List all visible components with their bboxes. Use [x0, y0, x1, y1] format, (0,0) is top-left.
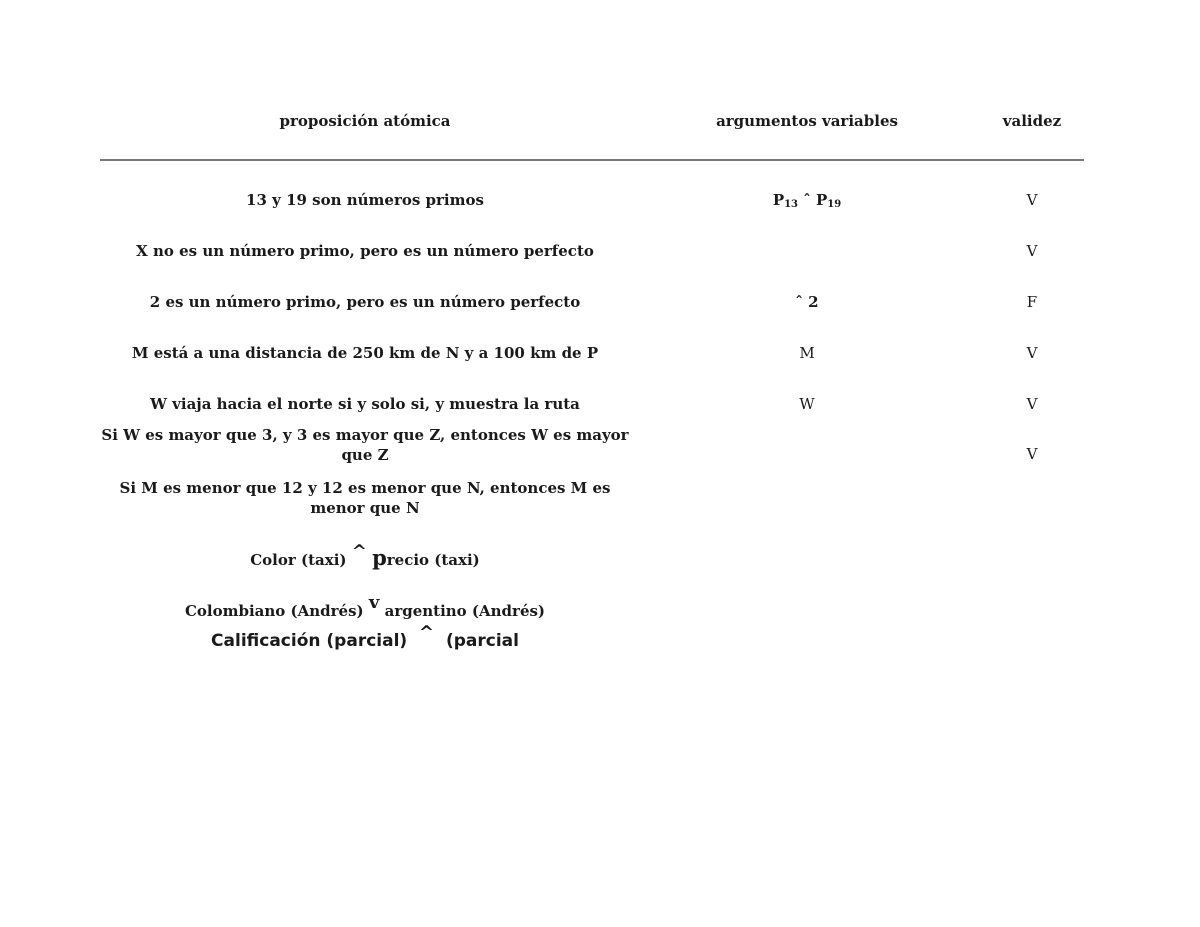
table-row-argument — [700, 191, 914, 210]
arg-operator: ˆ — [795, 293, 803, 311]
table-row-proposition: X no es un número primo, pero es un número perfecto — [136, 242, 594, 260]
header-divider — [100, 159, 1084, 161]
table-row-proposition: 2 es un número primo, pero es un número perfecto — [149, 293, 581, 311]
header-proposition: proposición atómica — [279, 112, 451, 130]
formula-left: Colombiano (Andrés) — [184, 602, 364, 620]
formula-left: Calificación (parcial) — [211, 631, 408, 651]
table-row-validity: V — [1026, 395, 1038, 413]
formula-right: recio (taxi) — [386, 551, 480, 569]
table-row-validity: V — [1026, 445, 1038, 463]
header-validity: validez — [1002, 112, 1062, 130]
arg-left-sub: 13 — [784, 199, 799, 210]
table-row-validity: V — [1026, 191, 1038, 209]
formula-line-colombian-argentine — [100, 592, 630, 620]
arg-right-sub: 19 — [827, 199, 842, 210]
formula-right: argentino (Andrés) — [384, 602, 546, 620]
arg-operator: ˆ — [803, 191, 811, 209]
table-row-proposition: Si M es menor que 12 y 12 es menor que N, entonces M es menor que N — [119, 479, 611, 517]
table-row-argument: W — [799, 395, 815, 413]
formula-line-color-price — [100, 541, 630, 570]
formula-big-letter: p — [372, 545, 387, 570]
formula-right: (parcial — [445, 631, 519, 651]
arg-value: 2 — [808, 293, 819, 311]
table-row-proposition: Si W es mayor que 3, y 3 es mayor que Z, entonces W es mayor que Z — [101, 426, 629, 464]
table-row-validity: V — [1026, 344, 1038, 362]
formula-line-grade — [100, 622, 630, 651]
table-row-proposition: M está a una distancia de 250 km de N y a 100 km de P — [131, 344, 599, 362]
conjunction-operator: ^ — [351, 541, 367, 562]
header-arguments: argumentos variables — [716, 112, 898, 130]
table-row-argument — [700, 293, 914, 311]
table-row-validity: V — [1026, 242, 1038, 260]
disjunction-operator: v — [368, 592, 380, 613]
conjunction-operator: ^ — [419, 622, 435, 643]
table-row-proposition: W viaja hacia el norte si y solo si, y muestra la ruta — [150, 395, 580, 413]
arg-right: P — [815, 191, 828, 209]
table-row-proposition: 13 y 19 son números primos — [246, 191, 484, 209]
table-row-validity: F — [1026, 293, 1038, 311]
arg-left: P — [772, 191, 785, 209]
formula-left: Color (taxi) — [250, 551, 347, 569]
table-row-argument: M — [799, 344, 815, 362]
